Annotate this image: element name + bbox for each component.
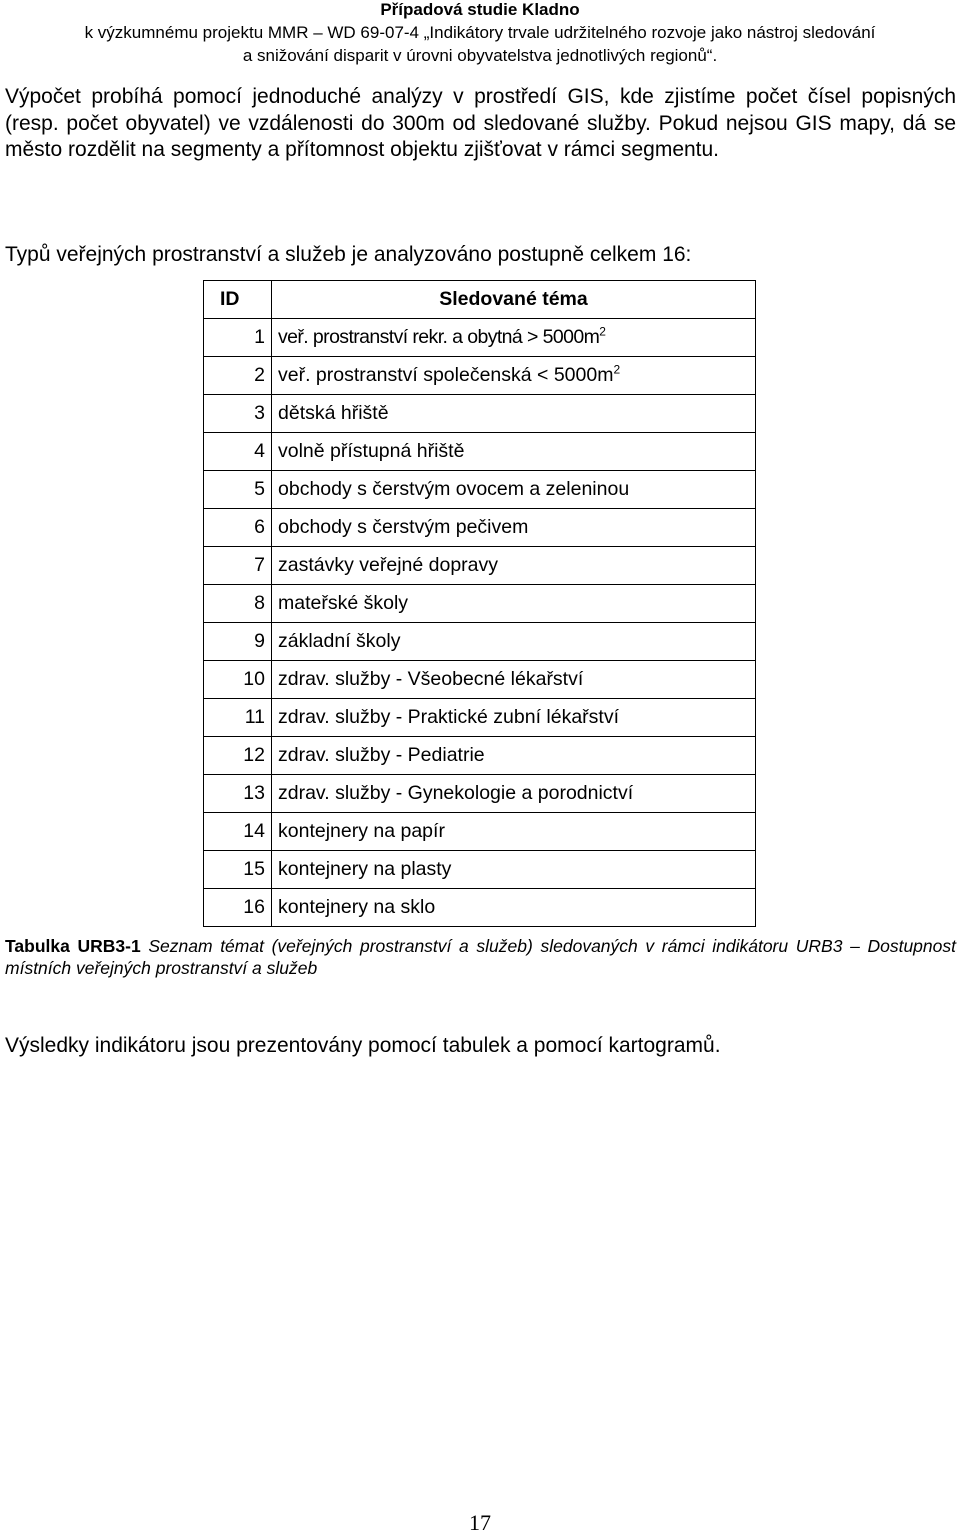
- row-id: 2: [204, 357, 272, 395]
- column-header-id: ID: [204, 281, 272, 319]
- row-topic: [272, 585, 756, 623]
- topics-table: [203, 280, 756, 927]
- row-id: 3: [204, 395, 272, 433]
- row-topic: [272, 547, 756, 585]
- row-topic: [272, 623, 756, 661]
- row-id: 7: [204, 547, 272, 585]
- row-id: 4: [204, 433, 272, 471]
- table-row: [204, 813, 756, 851]
- row-topic-text: mateřské školy: [278, 592, 409, 614]
- table-row: [204, 471, 756, 509]
- row-id: 9: [204, 623, 272, 661]
- row-id: 11: [204, 699, 272, 737]
- row-topic: [272, 319, 756, 357]
- row-topic-superscript: 2: [613, 362, 621, 377]
- row-id: 6: [204, 509, 272, 547]
- row-topic-text: zdrav. služby - Gynekologie a porodnictví: [278, 782, 634, 804]
- table-row: [204, 433, 756, 471]
- table-row: [204, 585, 756, 623]
- row-id: 15: [204, 851, 272, 889]
- row-topic-text: dětská hřiště: [278, 402, 389, 424]
- row-topic-text: zdrav. služby - Pediatrie: [278, 744, 485, 766]
- row-topic: [272, 471, 756, 509]
- row-id: 14: [204, 813, 272, 851]
- table-caption: [5, 935, 956, 979]
- row-topic: [272, 813, 756, 851]
- row-topic-text: obchody s čerstvým ovocem a zeleninou: [278, 478, 630, 500]
- intro-paragraph: Výpočet probíhá pomocí jednoduché analýzy v prostředí GIS, kde zjistíme počet čísel popisných (resp. počet obyvatel) ve vzdálenosti do 300m od sledované služby. Pokud nejsou GIS mapy, dá se město rozdělit na segmenty a přítomnost objektu zjišťovat v rámci segmentu.: [5, 85, 956, 161]
- row-topic-text: obchody s čerstvým pečivem: [278, 516, 529, 538]
- row-id: 16: [204, 889, 272, 927]
- caption-text: Seznam témat (veřejných prostranství a služeb) sledovaných v rámci indikátoru URB3 – Dostupnost místních veřejných prostranství a služeb: [5, 936, 956, 978]
- row-topic-text: základní školy: [278, 630, 401, 652]
- table-row: [204, 319, 756, 357]
- row-topic-text: volně přístupná hřiště: [278, 440, 465, 462]
- row-id: 10: [204, 661, 272, 699]
- table-intro-text: Typů veřejných prostranství a služeb je analyzováno postupně celkem 16:: [5, 243, 692, 266]
- table-row: [204, 547, 756, 585]
- table-row: [204, 623, 756, 661]
- column-header-topic: Sledované téma: [272, 281, 756, 319]
- row-topic: [272, 509, 756, 547]
- table-row: [204, 851, 756, 889]
- row-topic: [272, 889, 756, 927]
- table-row: [204, 509, 756, 547]
- row-topic-text: veř. prostranství společenská < 5000m: [278, 364, 614, 386]
- row-id: 13: [204, 775, 272, 813]
- row-topic: [272, 737, 756, 775]
- row-id: 5: [204, 471, 272, 509]
- header-line-2: a snižování disparit v úrovni obyvatelstva jednotlivých regionů“.: [242, 46, 718, 65]
- row-topic: [272, 395, 756, 433]
- row-topic-superscript: 2: [599, 324, 606, 339]
- row-topic: [272, 357, 756, 395]
- row-topic: [272, 433, 756, 471]
- page-header: [0, 0, 960, 67]
- table-row: [204, 357, 756, 395]
- table-row: [204, 775, 756, 813]
- row-id: 8: [204, 585, 272, 623]
- row-topic-text: veř. prostranství rekr. a obytná > 5000m: [278, 326, 600, 348]
- row-id: 12: [204, 737, 272, 775]
- row-topic: [272, 661, 756, 699]
- table-row: [204, 889, 756, 927]
- row-topic-text: kontejnery na papír: [278, 820, 445, 842]
- table-row: [204, 395, 756, 433]
- row-topic-text: zastávky veřejné dopravy: [278, 554, 499, 576]
- row-id: 1: [204, 319, 272, 357]
- table-row: [204, 699, 756, 737]
- header-line-1: k výzkumnému projektu MMR – WD 69-07-4 „Indikátory trvale udržitelného rozvoje jako nástroj sledování: [84, 23, 876, 42]
- row-topic: [272, 699, 756, 737]
- row-topic: [272, 851, 756, 889]
- row-topic: [272, 775, 756, 813]
- row-topic-text: zdrav. služby - Všeobecné lékařství: [278, 668, 584, 690]
- row-topic-text: zdrav. služby - Praktické zubní lékařství: [278, 706, 620, 728]
- table-row: [204, 661, 756, 699]
- row-topic-text: kontejnery na sklo: [278, 896, 436, 918]
- row-topic-text: kontejnery na plasty: [278, 858, 452, 880]
- page-number: 17: [469, 1510, 491, 1535]
- header-title: Případová studie Kladno: [380, 0, 580, 19]
- results-paragraph: Výsledky indikátoru jsou prezentovány pomocí tabulek a pomocí kartogramů.: [5, 1034, 721, 1057]
- caption-label: Tabulka URB3-1: [5, 936, 141, 956]
- table-body: [204, 319, 756, 927]
- table-row: [204, 737, 756, 775]
- table-header-row: [204, 281, 756, 319]
